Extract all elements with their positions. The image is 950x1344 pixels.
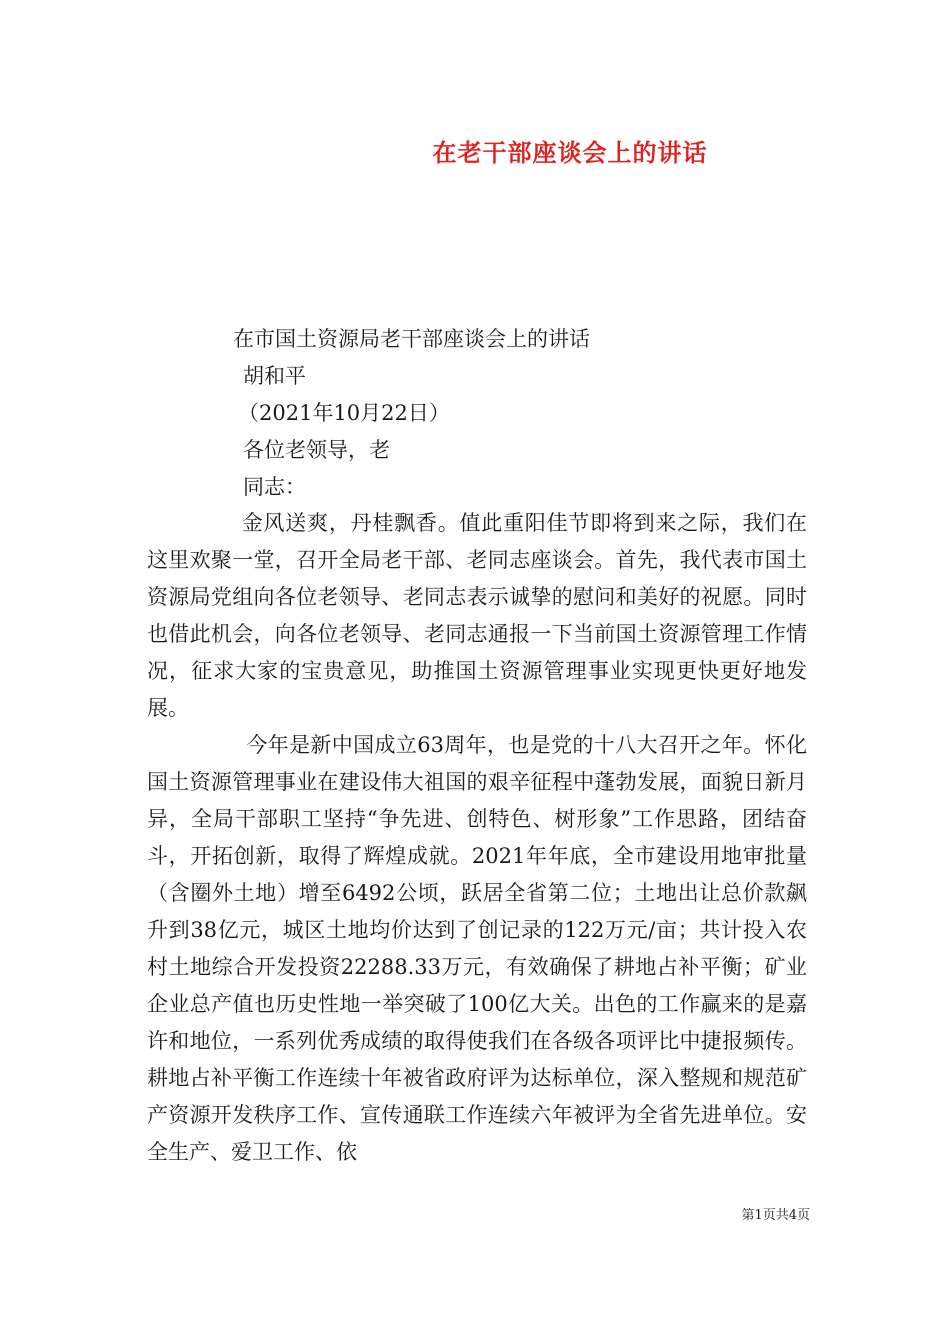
author-name: 胡和平 xyxy=(243,364,306,388)
speech-subtitle: 在市国土资源局老干部座谈会上的讲话 xyxy=(233,327,590,351)
paragraph xyxy=(147,727,807,1171)
salutation-line-2: 同志： xyxy=(243,475,306,499)
paragraph-text: 金风送爽，丹桂飘香。值此重阳佳节即将到来之际，我们在这里欢聚一堂，召开全局老干部、老同志座谈会。首先，我代表市国土资源局党组向各位老领导、老同志表示诚挚的慰问和美好的祝愿。同时也借此机会，向各位老领导、老同志通报一下当前国土资源管理工作情况，征求大家的宝贵意见，助推国土资源管理事业实现更快更好地发展。 xyxy=(147,511,807,720)
salutation-line-1: 各位老领导，老 xyxy=(243,438,390,462)
speech-date: （2021年10月22日） xyxy=(238,401,450,425)
document-title: 在老干部座谈会上的讲话 xyxy=(432,138,708,167)
paragraph xyxy=(147,505,807,727)
paragraph-text: 今年是新中国成立63周年，也是党的十八大召开之年。怀化国土资源管理事业在建设伟大祖国的艰辛征程中蓬勃发展，面貌日新月异，全局干部职工坚持“争先进、创特色、树形象”工作思路，团结奋斗，开拓创新，取得了辉煌成就。2021年年底，全市建设用地审批量（含圈外土地）增至6492公顷，跃居全省第二位；土地出让总价款飙升到38亿元，城区土地均价达到了创记录的122万元/亩；共计投入农村土地综合开发投资22288.33万元，有效确保了耕地占补平衡；矿业企业总产值也历史性地一举突破了100亿大关。出色的工作赢来的是嘉许和地位，一系列优秀成绩的取得使我们在各级各项评比中捷报频传。耕地占补平衡工作连续十年被省政府评为达标单位，深入整规和规范矿产资源开发秩序工作、宣传通联工作连续六年被评为全省先进单位。安全生产、爱卫工作、依 xyxy=(147,733,807,1164)
page-number: 第1页共4页 xyxy=(741,1208,810,1223)
